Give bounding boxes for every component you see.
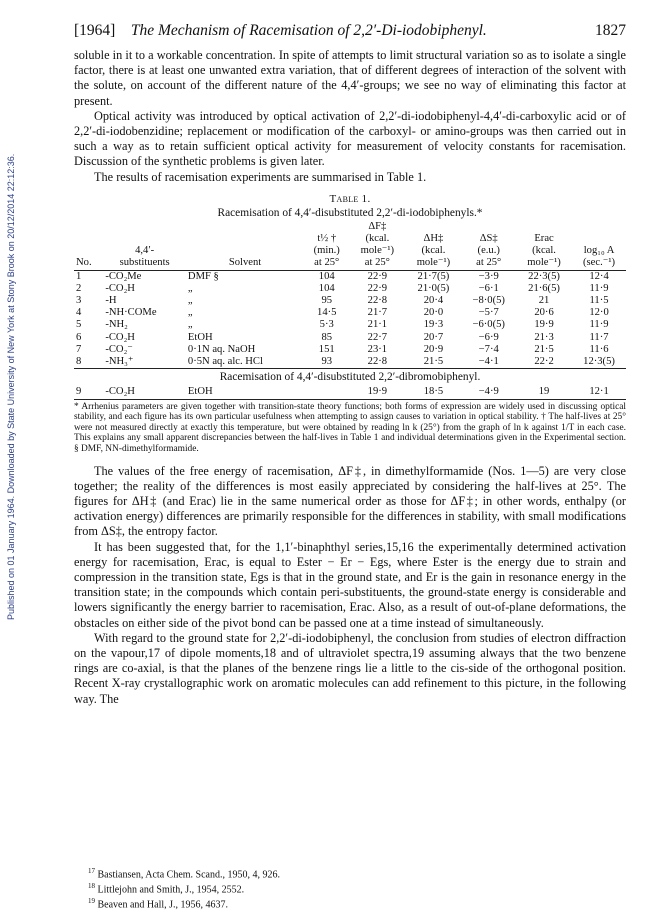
cell-dS: −6·9 (478, 331, 499, 343)
cell-logA: 11·5 (589, 295, 609, 307)
cell-solvent: 0·1N aq. NaOH (187, 343, 256, 355)
references (74, 866, 626, 911)
th-t-1: t½ † (317, 233, 337, 245)
cell-subst: -CO₂H (105, 331, 135, 343)
cell-logA: 11·9 (589, 282, 609, 294)
table-row (74, 344, 626, 356)
th-dF-4: at 25° (364, 257, 390, 269)
cell-dS: −7·4 (478, 343, 499, 355)
cell-dH: 20·9 (423, 343, 444, 355)
cell-solvent: „ (187, 282, 193, 294)
cell-dF: 22·9 (367, 270, 388, 282)
cell-subst: -CO₂H (105, 282, 135, 294)
cell-no: 5 (76, 319, 82, 331)
cell-dH: 20·0 (423, 307, 444, 319)
intro-paragraph-3: The results of racemisation experiments are summarised in Table 1. (94, 169, 427, 184)
th-dH-3: mole⁻¹) (416, 257, 451, 269)
table-subtitle: Racemisation of 4,4′-disubstituted 2,2′-di-iodobiphenyls.* (217, 206, 483, 219)
cell-solvent: „ (187, 295, 193, 307)
row9-dH: 18·5 (423, 386, 444, 398)
cell-no: 8 (76, 356, 82, 368)
cell-solvent: „ (187, 319, 193, 331)
reference-19-text: Beaven and Hall, J., 1956, 4637. (97, 899, 229, 911)
table-row (74, 270, 626, 283)
reference-17-num: 17 (88, 867, 95, 875)
cell-dH: 21·7(5) (417, 270, 450, 282)
cell-dF: 22·9 (367, 282, 388, 294)
th-dS-2: (e.u.) (477, 245, 500, 257)
racemisation-table (74, 221, 626, 400)
cell-logA: 12·0 (589, 307, 609, 319)
th-subst-2: substituents (119, 257, 170, 269)
cell-t: 95 (321, 295, 333, 307)
body-paragraph-2: It has been suggested that, for the 1,1′-binaphthyl series,15,16 the experimentally determined activation energy for racemisation, Erac, is equal to Ester − Er − Egs, where Ester is the energy due to strain and compression in the transition state, Egs is that in the ground state, and Er is the gain in resonance energy in the transition state; in the compounds which contain peri-substituents, the ground-state energy is considerable and lowers significantly the energy barrier to racemisation, Erac. Also, as a result of out-of-plane deformations, the obstacles on either side of the pivot bond can be passed one at a time instead of simultaneously. (74, 539, 626, 630)
cell-logA: 11·9 (589, 319, 609, 331)
cell-t: 14·5 (317, 307, 337, 319)
th-dF-3: mole⁻¹) (360, 245, 395, 257)
reference-18 (74, 881, 626, 896)
cell-t: 5·3 (319, 319, 334, 331)
th-subst-1: 4,4′- (135, 245, 155, 257)
row9-dF: 19·9 (367, 386, 388, 398)
cell-subst: -NH·COMe (105, 307, 157, 319)
th-E-3: mole⁻¹) (527, 257, 561, 269)
cell-dF: 22·7 (367, 331, 388, 343)
row9-E: 19 (538, 386, 550, 398)
running-header (74, 22, 626, 40)
reference-18-text: Littlejohn and Smith, J., 1954, 2552. (97, 884, 245, 896)
cell-dS: −4·1 (478, 356, 499, 368)
cell-dS: −6·0(5) (472, 319, 505, 331)
cell-logA: 11·7 (589, 331, 609, 343)
th-t-2: (min.) (313, 245, 340, 257)
cell-dH: 21·5 (423, 356, 444, 368)
cell-solvent: EtOH (187, 331, 213, 343)
cell-no: 4 (76, 307, 82, 319)
cell-E: 22·3(5) (528, 270, 560, 282)
cell-no: 7 (76, 343, 82, 355)
table-footnote: * Arrhenius parameters are given together with transition-state theory functions; both forms of expression are widely used in discussing optical stability, and each figure has its own particular usefulness when attempting to assign causes to variation in optical stability. † The half-lives at 25° were not measured directly at exactly this temperature, but were obtained by reading ln k (25°) from the graph of ln k against 1/T in each case. This explains any small apparent discrepancies between the half-lives in Table 1 and individual determinations given in the Experimental section. § DMF, NN-dimethylformamide. (74, 401, 626, 455)
th-A-1: log₁₀ A (583, 245, 615, 257)
cell-t: 104 (318, 270, 335, 282)
cell-dH: 20·4 (423, 295, 444, 307)
cell-E: 19·9 (534, 319, 554, 331)
th-dF-2: (kcal. (365, 233, 390, 245)
th-solvent: Solvent (228, 257, 262, 269)
row9-logA: 12·1 (589, 386, 609, 398)
cell-E: 22·2 (534, 356, 554, 368)
header-title: The Mechanism of Racemisation of 2,2′-Di-iodobiphenyl. (130, 22, 487, 39)
table-row (74, 295, 626, 307)
cell-no: 2 (76, 282, 82, 294)
th-dS-1: ΔS‡ (479, 233, 498, 245)
th-t-3: at 25° (314, 257, 340, 269)
th-E-1: Erac (534, 233, 554, 245)
th-dF-1: ΔF‡ (368, 220, 387, 232)
cell-dS: −8·0(5) (472, 295, 505, 307)
cell-dF: 21·7 (367, 307, 388, 319)
table-row (74, 283, 626, 295)
reference-17-text: Bastiansen, Acta Chem. Scand., 1950, 4, 926. (97, 869, 280, 881)
cell-E: 21 (538, 295, 550, 307)
cell-t: 93 (321, 356, 333, 368)
cell-E: 21·6(5) (528, 282, 560, 294)
cell-t: 85 (321, 331, 333, 343)
cell-subst: -NH₂ (105, 319, 128, 331)
row9-no: 9 (76, 386, 82, 398)
cell-solvent: „ (187, 307, 193, 319)
th-dS-3: at 25° (476, 257, 502, 269)
row9-dS: −4·9 (478, 386, 499, 398)
header-year: [1964] (74, 22, 116, 39)
th-dH-2: (kcal. (421, 245, 446, 257)
cell-E: 20·6 (534, 307, 554, 319)
table-row (74, 356, 626, 369)
cell-dF: 21·1 (367, 319, 388, 331)
table-label-text: Table 1. (329, 192, 371, 205)
cell-dH: 19·3 (423, 319, 444, 331)
th-A-2: (sec.⁻¹) (583, 257, 616, 269)
cell-logA: 12·3(5) (583, 356, 615, 368)
cell-dH: 20·7 (423, 331, 444, 343)
row9-t (304, 386, 349, 399)
body-paragraph-3: With regard to the ground state for 2,2′-di-iodobiphenyl, the conclusion from studies of electron diffraction on the vapour,17 of dipole moments,18 and of ultraviolet spectra,19 assuming always that the two benzene rings are co-axial, is that the planes of the benzene rings lie a little to the cis-side of the orthogonal position. Recent X-ray crystallographic work on aromatic molecules can add refinement to this picture, in the following way. The (74, 630, 626, 706)
cell-t: 104 (318, 282, 335, 294)
cell-dH: 21·0(5) (417, 282, 450, 294)
cell-dF: 22·8 (367, 295, 388, 307)
th-E-2: (kcal. (532, 245, 556, 257)
cell-dF: 22·8 (367, 356, 388, 368)
cell-t: 151 (318, 343, 335, 355)
page-content (74, 22, 626, 707)
th-no: No. (76, 257, 92, 269)
table-label (74, 193, 626, 205)
cell-solvent: 0·5N aq. alc. HCl (187, 356, 263, 368)
cell-subst: -NH₃⁺ (105, 356, 134, 368)
header-left (74, 22, 487, 40)
table-row (74, 307, 626, 319)
reference-18-num: 18 (88, 881, 95, 890)
download-watermark-text: Published on 01 January 1964. Downloaded by State University of New York at Stony Brook on 20/12/2014 22:12:36. (6, 153, 16, 620)
cell-subst: -H (105, 295, 117, 307)
cell-solvent: DMF § (187, 270, 219, 282)
cell-logA: 11·6 (589, 343, 609, 355)
page-number: 1827 (595, 22, 626, 39)
reference-19-num: 19 (88, 896, 95, 905)
table-row (74, 319, 626, 331)
row9-solvent: EtOH (187, 386, 213, 398)
cell-dS: −3·9 (478, 270, 499, 282)
reference-19 (74, 896, 626, 911)
table-row (74, 332, 626, 344)
table-subtitle-2: Racemisation of 4,4′-disubstituted 2,2′-dibromobiphenyl. (219, 371, 481, 384)
cell-dF: 23·1 (367, 343, 388, 355)
cell-logA: 12·4 (589, 270, 609, 282)
cell-dS: −6·1 (478, 282, 499, 294)
cell-E: 21·3 (534, 331, 554, 343)
cell-E: 21·5 (534, 343, 554, 355)
download-watermark (4, 30, 18, 630)
cell-subst: -CO₂⁻ (105, 343, 133, 355)
intro-paragraph-2: Optical activity was introduced by optical activation of 2,2′-di-iodobiphenyl-4,4′-di-carboxylic acid or of 2,2′-di-iodobenzidine; replacement or modification of the carboxyl- or amino-groups was then carried out in such a way as to retain sufficient optical activity for measurement of velocity constants for racemisation. Discussion of the synthetic problems is given later. (74, 108, 626, 169)
body-paragraph-1: The values of the free energy of racemisation, ΔF‡, in dimethylformamide (Nos. 1—5) are very close together; the reality of the differences is most easily appreciated by considering the half-lives at 25°. The figures for ΔH‡ (and Erac) lie in the same numerical order as those for ΔF‡; in other words, enthalpy (or activation energy) differences are primarily responsible for the differences in stability, with small modifications from ΔS‡, the entropy factor. (74, 463, 626, 539)
intro-paragraph-1: soluble in it to a workable concentration. In spite of attempts to limit structural variation so as to isolate a single factor, there is at least one unwanted extra variation, that of different degrees of interaction of the solvent with the solute, on account of the different nature of the 4,4′-groups; we see no way of eliminating this factor at present. (74, 48, 626, 108)
th-dH-1: ΔH‡ (423, 233, 444, 245)
cell-no: 6 (76, 331, 82, 343)
cell-no: 3 (76, 295, 82, 307)
row9-subst: -CO₂H (105, 386, 135, 398)
reference-17 (74, 866, 626, 881)
cell-dS: −5·7 (478, 307, 499, 319)
cell-subst: -CO₂Me (105, 270, 142, 282)
cell-no: 1 (76, 270, 82, 282)
